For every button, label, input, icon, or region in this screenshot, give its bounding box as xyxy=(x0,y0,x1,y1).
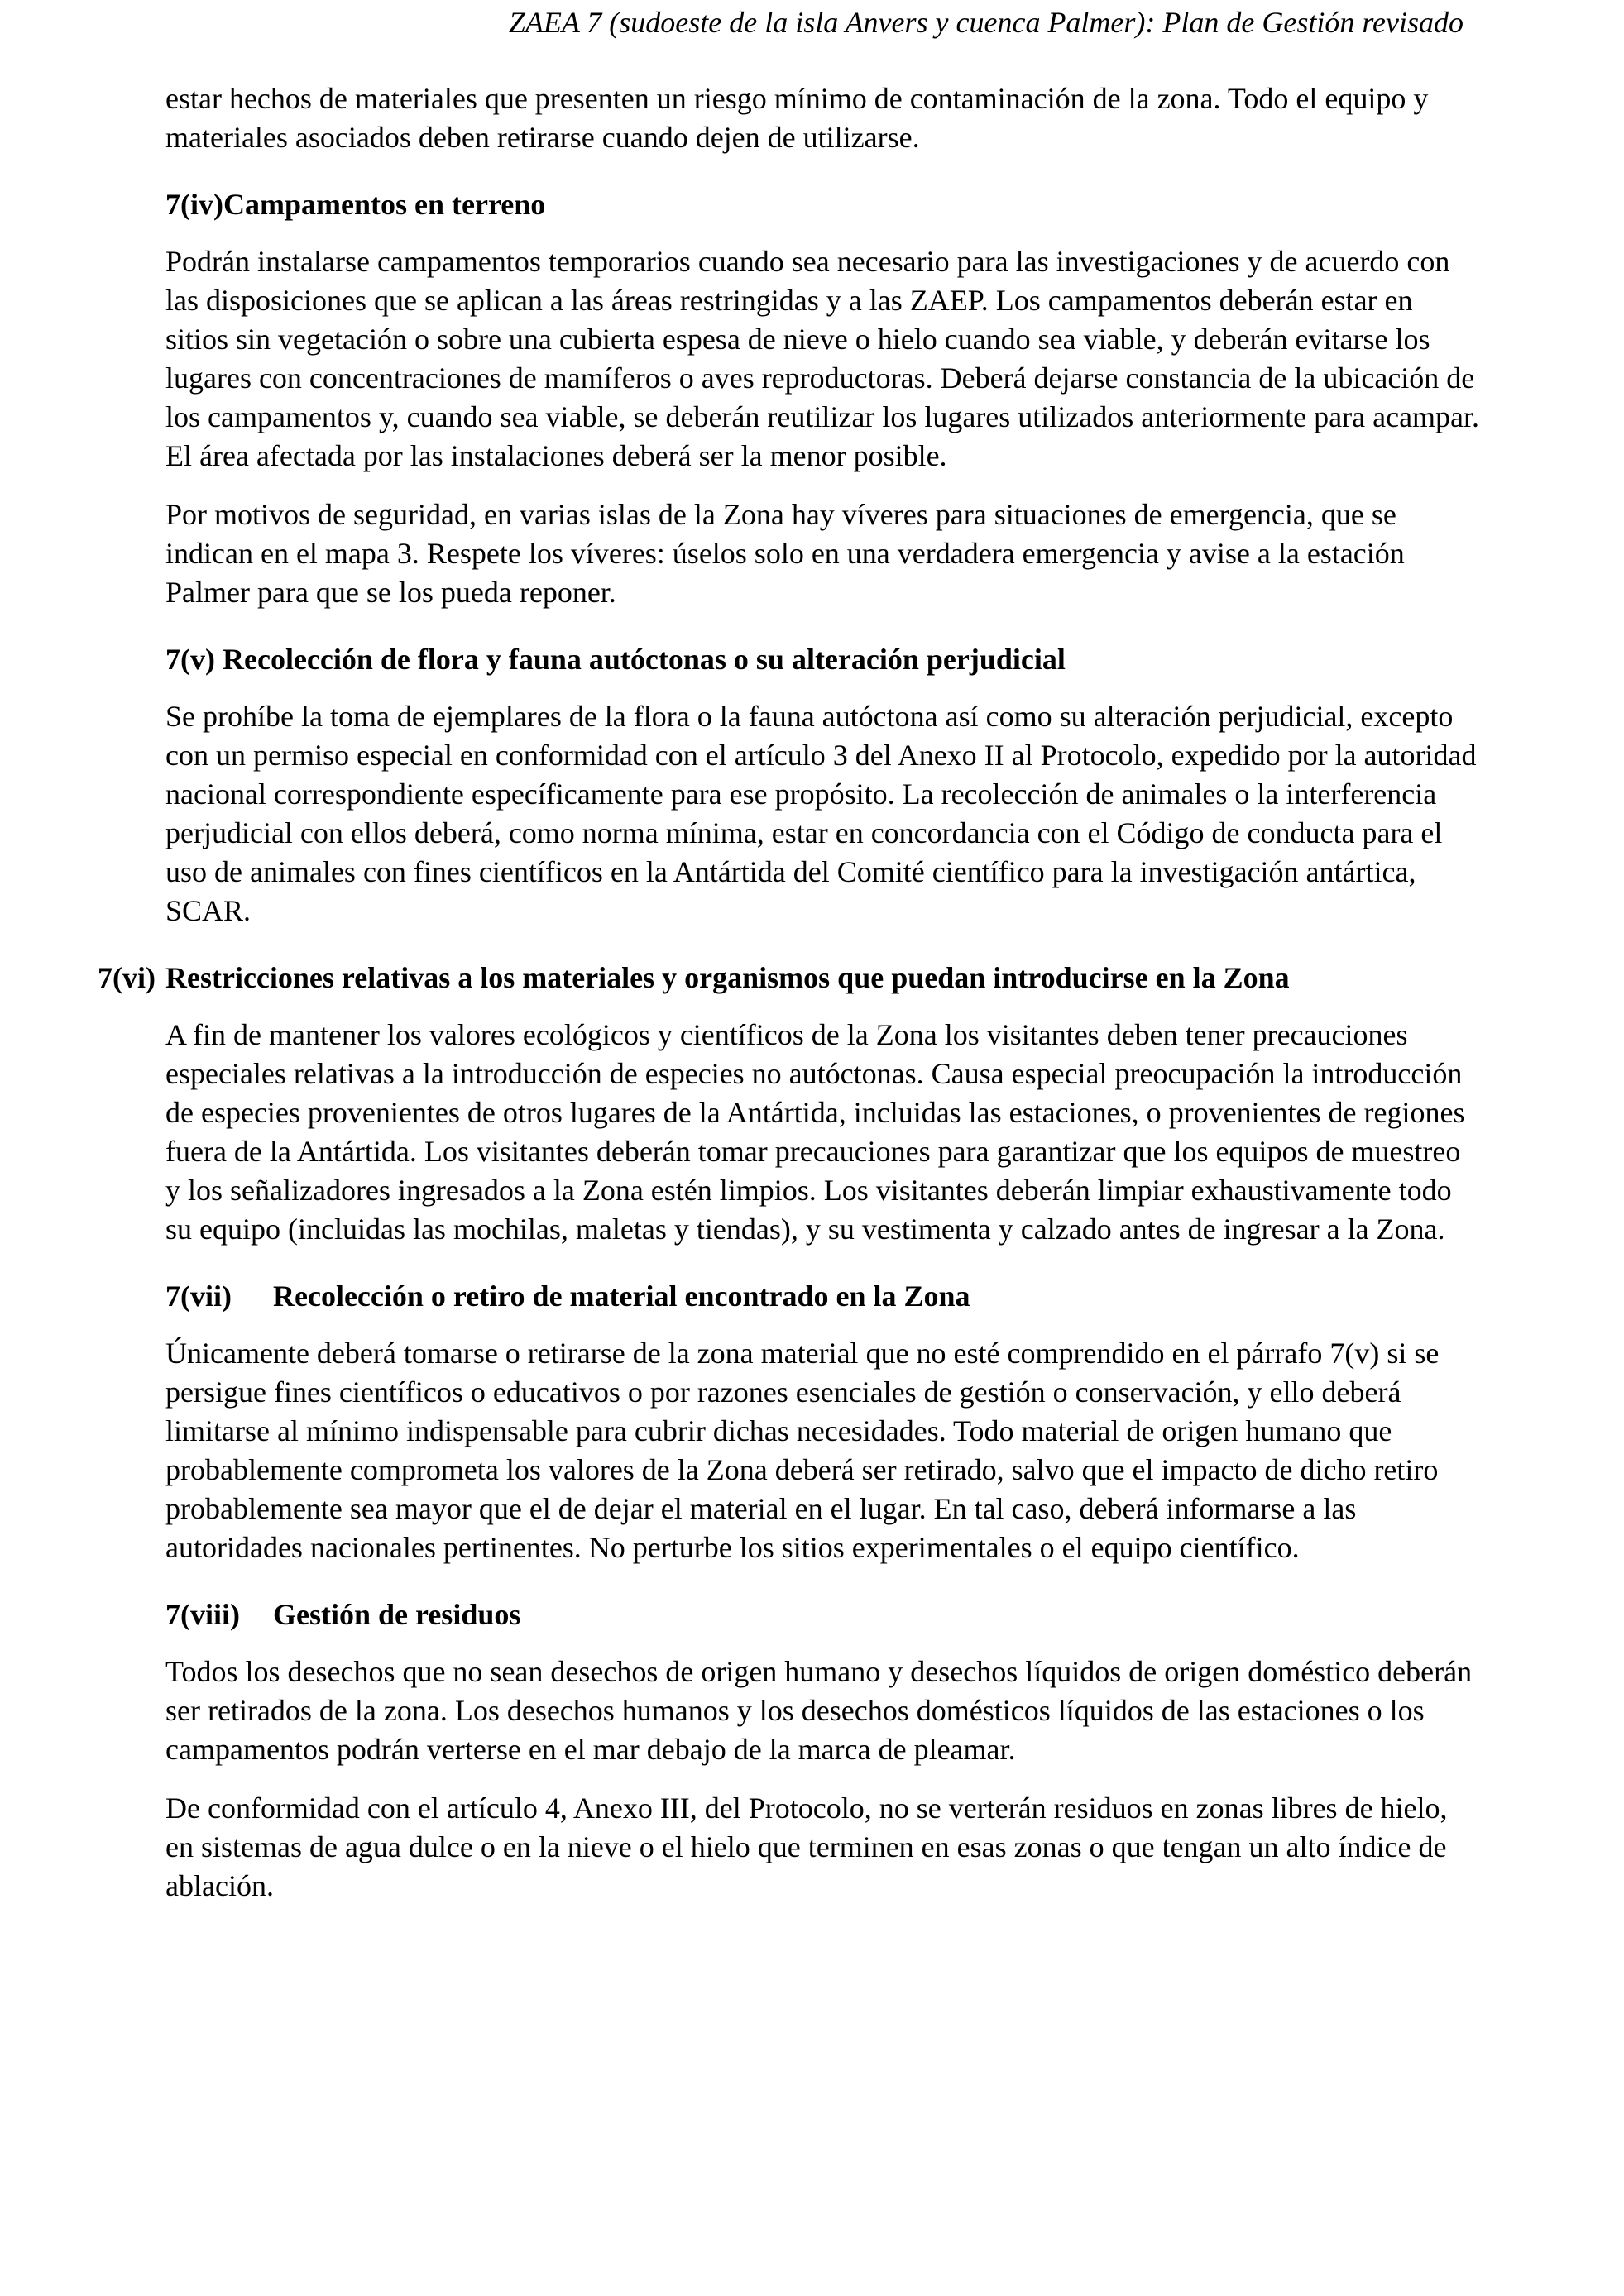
section-7-iv-paragraph-2: Por motivos de seguridad, en varias islas de la Zona hay víveres para situaciones de emergencia, que se indican en el mapa 3. Respete los víveres: úselos solo en una verdadera emergencia y avise a la estación Palmer para que se los pueda reponer. xyxy=(165,498,1405,609)
section-7-iv-paragraph-1: Podrán instalarse campamentos temporarios cuando sea necesario para las investigaciones y de acuerdo con las disposiciones que se aplican a las áreas restringidas y a las ZAEP. Los campamentos deberán estar en sitios sin vegetación o sobre una cubierta espesa de nieve o hielo cuando sea viable, y deberán evitarse los lugares con concentraciones de mamíferos o aves reproductoras. Deberá dejarse constancia de la ubicación de los campamentos y, cuando sea viable, se deberán reutilizar los lugares utilizados anteriormente para acampar. El área afectada por las instalaciones deberá ser la menor posible. xyxy=(165,245,1480,472)
page-content xyxy=(98,79,1481,1925)
section-heading-7-vi: 7(vi) Restricciones relativas a los materiales y organismos que puedan introducirse en la Zona xyxy=(98,961,1290,994)
section-heading-7-v xyxy=(165,640,1481,679)
section-heading-7-iv xyxy=(165,185,1481,224)
section-7-v-paragraph-1: Se prohíbe la toma de ejemplares de la flora o la fauna autóctona así como su alteración perjudicial, excepto con un permiso especial en conformidad con el artículo 3 del Anexo II al Protocolo, expedido por la autoridad nacional correspondiente específicamente para ese propósito. La recolección de animales o la interferencia perjudicial con ellos deberá, como norma mínima, estar en concordancia con el Código de conducta para el uso de animales con fines científicos en la Antártida del Comité científico para la investigación antártica, SCAR. xyxy=(165,700,1477,927)
section-7-vi-paragraph-1: A fin de mantener los valores ecológicos y científicos de la Zona los visitantes deben tener precauciones especiales relativas a la introducción de especies no autóctonas. Causa especial preocupación la introducción de especies provenientes de otros lugares de la Antártida, incluidas las estaciones, o provenientes de regiones fuera de la Antártida. Los visitantes deberán tomar precauciones para garantizar que los equipos de muestreo y los señalizadores ingresados a la Zona estén limpios. Los visitantes deberán limpiar exhaustivamente todo su equipo (incluidas las mochilas, maletas y tiendas), y su vestimenta y calzado antes de ingresar a la Zona. xyxy=(165,1018,1465,1246)
section-title: Recolección o retiro de material encontrado en la Zona xyxy=(273,1280,970,1313)
section-title: Recolección de flora y fauna autóctonas o su alteración perjudicial xyxy=(222,643,1066,676)
section-title: Restricciones relativas a los materiales y organismos que puedan introducirse en la Zona xyxy=(165,961,1290,994)
section-7-viii-paragraph-2: De conformidad con el artículo 4, Anexo III, del Protocolo, no se verterán residuos en zonas libres de hielo, en sistemas de agua dulce o en la nieve o el hielo que terminen en esas zonas o que tengan un alto índice de ablación. xyxy=(165,1791,1448,1902)
section-number: 7(v) xyxy=(165,643,215,676)
section-number: 7(iv) xyxy=(165,188,223,221)
continuation-paragraph: estar hechos de materiales que presenten un riesgo mínimo de contaminación de la zona. Todo el equipo y materiales asociados deben retirarse cuando dejen de utilizarse. xyxy=(165,82,1429,154)
section-7-viii-paragraph-1: Todos los desechos que no sean desechos de origen humano y desechos líquidos de origen doméstico deberán ser retirados de la zona. Los desechos humanos y los desechos domésticos líquidos de las estaciones o los campamentos podrán verterse en el mar debajo de la marca de pleamar. xyxy=(165,1655,1473,1766)
section-title: Gestión de residuos xyxy=(273,1598,521,1631)
section-7-vii-paragraph-1: Únicamente deberá tomarse o retirarse de la zona material que no esté comprendido en el párrafo 7(v) si se persigue fines científicos o educativos o por razones esenciales de gestión o conservación, y ello deberá limitarse al mínimo indispensable para cubrir dichas necesidades. Todo material de origen humano que probablemente comprometa los valores de la Zona deberá ser retirado, salvo que el impacto de dicho retiro probablemente sea mayor que el de dejar el material en el lugar. En tal caso, deberá informarse a las autoridades nacionales pertinentes. No perturbe los sitios experimentales o el equipo científico. xyxy=(165,1337,1440,1564)
section-title: Campamentos en terreno xyxy=(223,188,546,221)
section-heading-7-vii xyxy=(165,1277,1481,1316)
running-header: ZAEA 7 (sudoeste de la isla Anvers y cuenca Palmer): Plan de Gestión revisado xyxy=(508,6,1464,39)
section-heading-7-viii xyxy=(165,1595,1481,1634)
section-number: 7(viii) xyxy=(165,1598,240,1631)
section-number: 7(vii) xyxy=(165,1280,232,1313)
